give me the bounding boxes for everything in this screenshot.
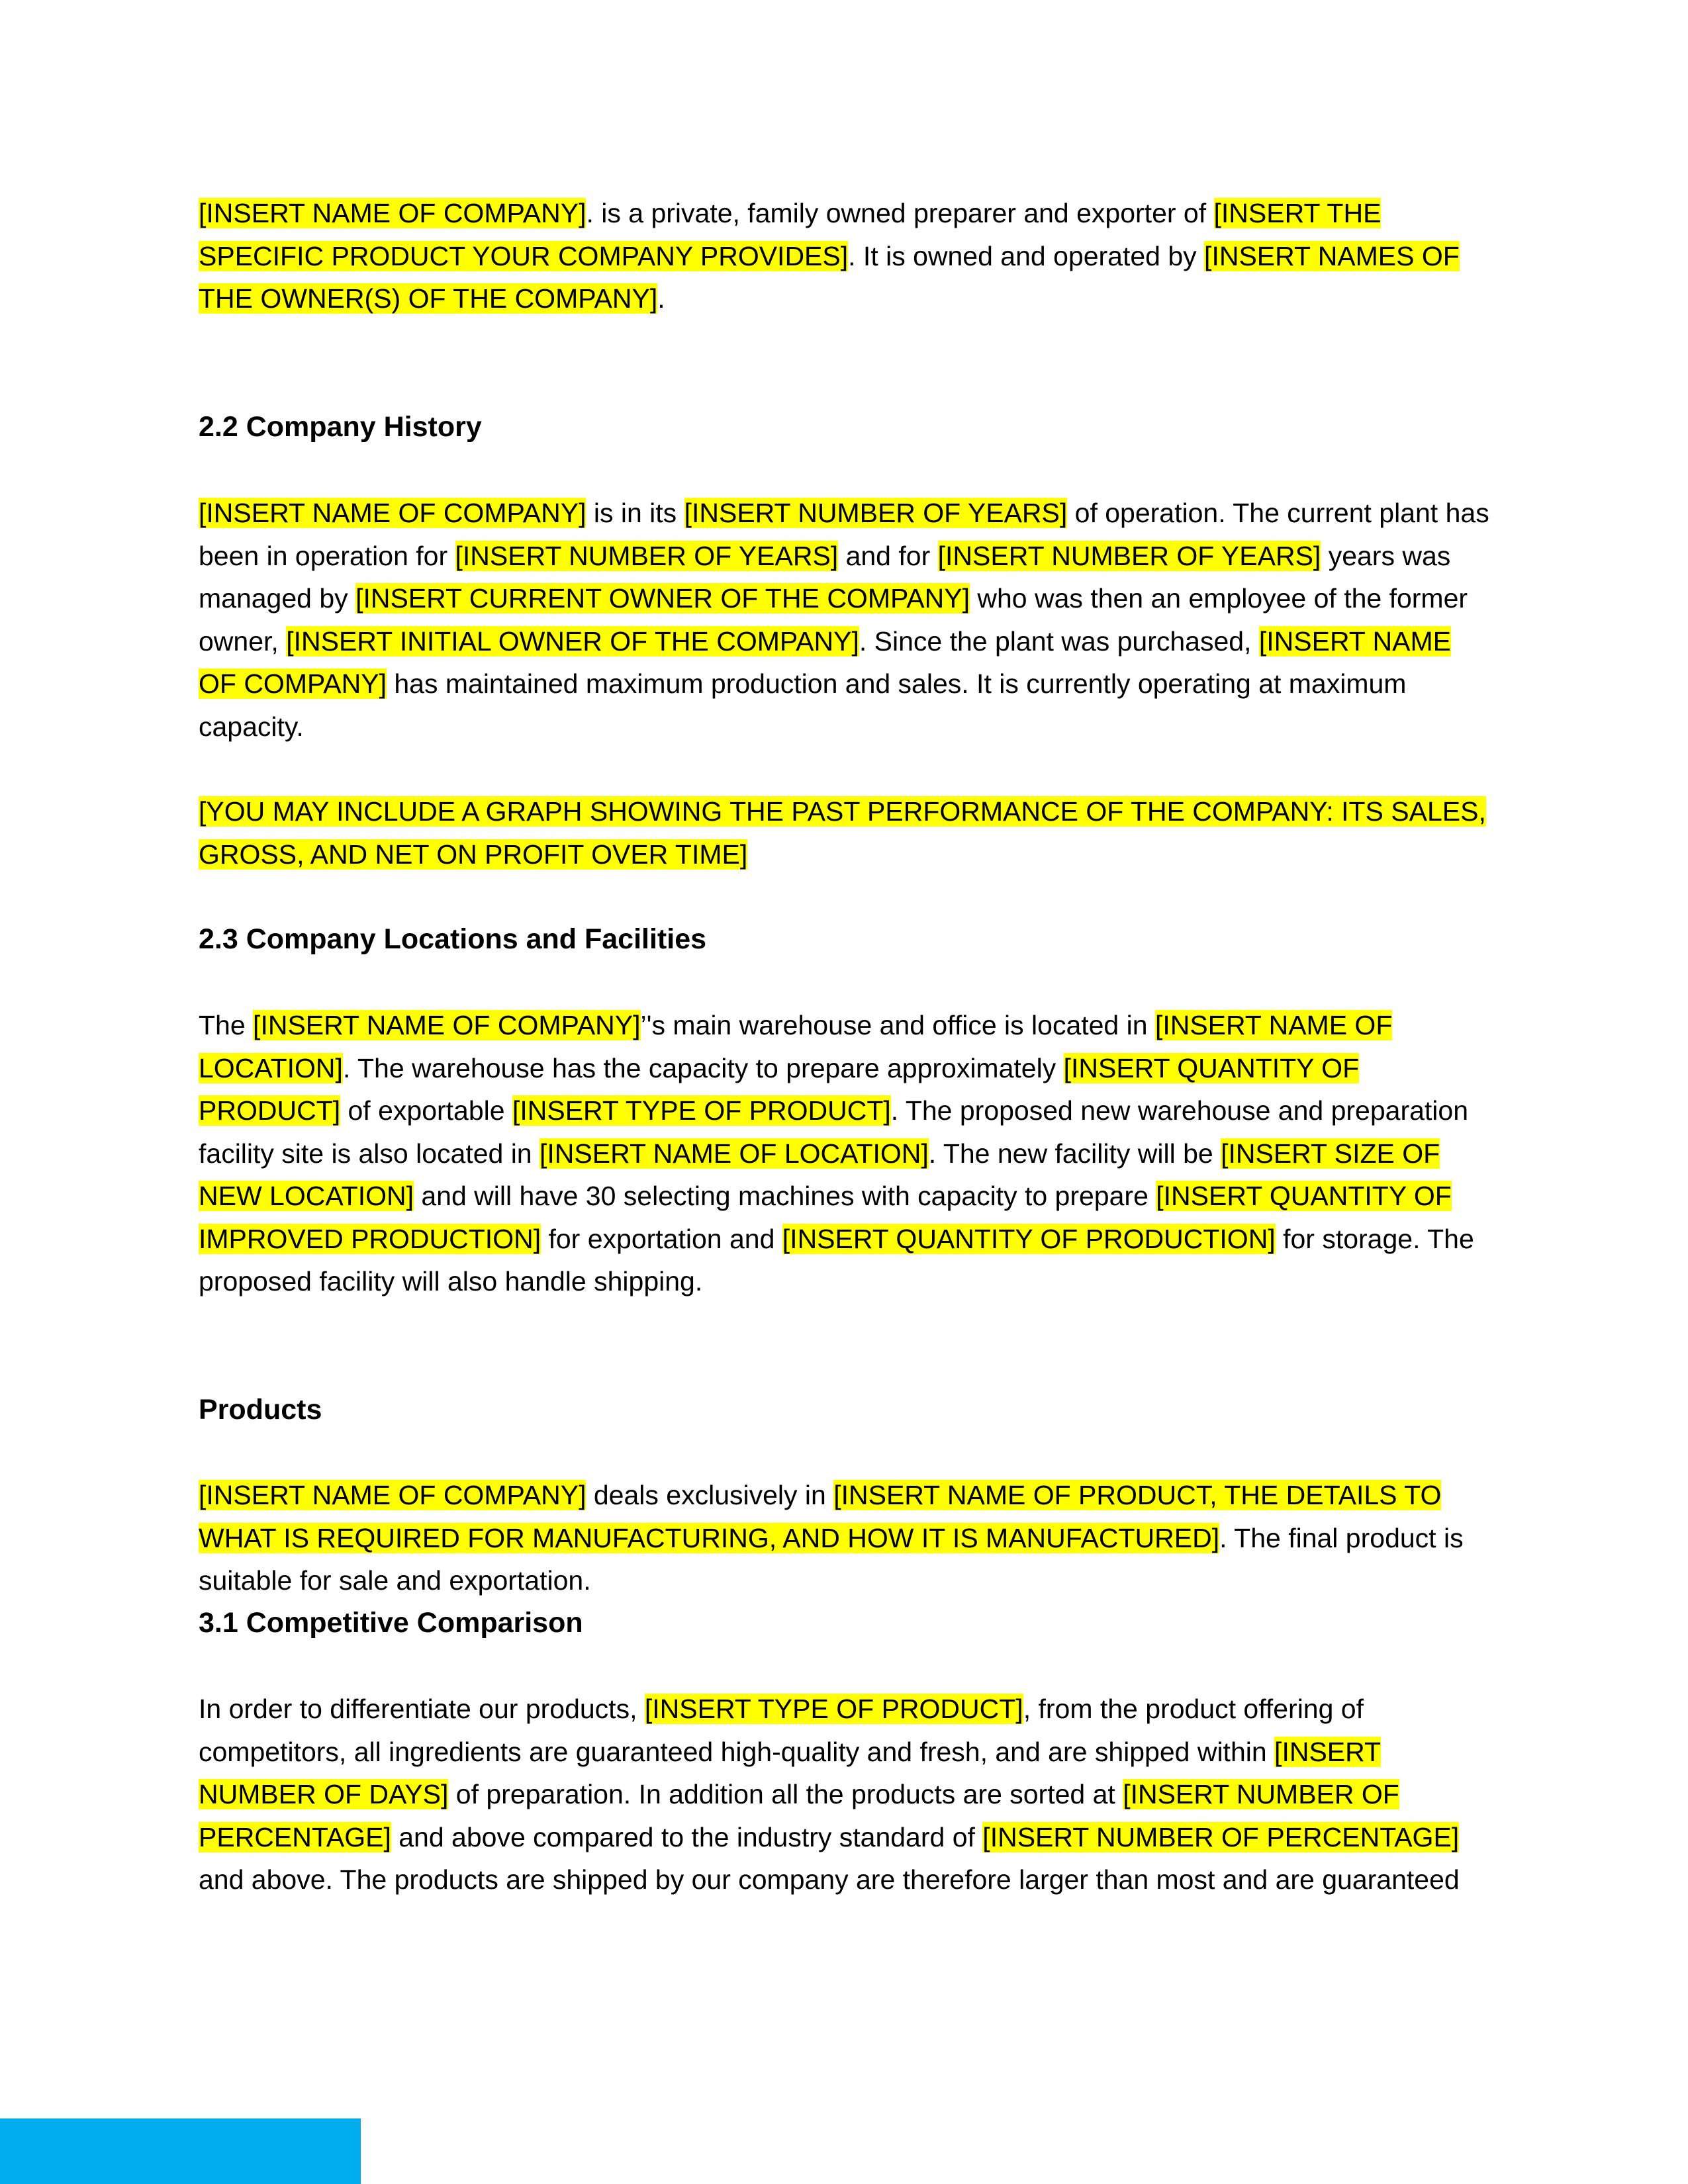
body-text: who was then an employee of the former owner, xyxy=(199,583,1468,657)
graph-note-paragraph xyxy=(199,790,1496,876)
placeholder-highlight: [INSERT SIZE OF NEW LOCATION] xyxy=(199,1138,1440,1211)
footer-accent-bar xyxy=(0,2118,361,2184)
placeholder-highlight: [INSERT NAME OF PRODUCT, THE DETAILS TO WHAT IS REQUIRED FOR MANUFACTURING, AND HOW IT IS MANUFACTURED] xyxy=(199,1480,1442,1553)
placeholder-highlight: [INSERT QUANTITY OF PRODUCT] xyxy=(199,1052,1360,1126)
placeholder-highlight: [INSERT QUANTITY OF IMPROVED PRODUCTION] xyxy=(199,1181,1452,1254)
placeholder-highlight: [INSERT NAMES OF THE OWNER(S) OF THE COMPANY] xyxy=(199,240,1460,314)
placeholder-highlight: [INSERT NUMBER OF YEARS] xyxy=(455,540,839,571)
placeholder-highlight: [INSERT NUMBER OF YEARS] xyxy=(937,540,1321,571)
body-text: The xyxy=(199,1010,254,1040)
graph-note-placeholder: [YOU MAY INCLUDE A GRAPH SHOWING THE PAST PERFORMANCE OF THE COMPANY: ITS SALES, GROSS, AND NET ON PROFIT OVER TIME] xyxy=(199,796,1486,870)
placeholder-highlight: [INSERT NAME OF COMPANY] xyxy=(253,1010,641,1040)
body-text: . It is owned and operated by xyxy=(848,240,1205,271)
competitive-paragraph xyxy=(199,1688,1496,1901)
placeholder-highlight: [INSERT TYPE OF PRODUCT] xyxy=(512,1095,891,1126)
placeholder-highlight: [INSERT NUMBER OF PERCENTAGE] xyxy=(199,1779,1399,1852)
placeholder-highlight: [INSERT NUMBER OF DAYS] xyxy=(199,1736,1382,1809)
placeholder-highlight: [INSERT NAME OF COMPANY] xyxy=(199,198,586,228)
locations-paragraph xyxy=(199,1004,1496,1303)
body-text: and will have 30 selecting machines with capacity to prepare xyxy=(413,1181,1156,1211)
placeholder-highlight: [INSERT NAME OF LOCATION] xyxy=(199,1010,1393,1083)
placeholder-highlight: [INSERT NAME OF COMPANY] xyxy=(199,498,586,528)
body-text: . The proposed new warehouse and preparation facility site is also located in xyxy=(199,1095,1469,1169)
body-text: years was managed by xyxy=(199,540,1451,614)
placeholder-highlight: [INSERT TYPE OF PRODUCT] xyxy=(644,1694,1023,1724)
body-text: and above compared to the industry standard of xyxy=(391,1821,983,1852)
placeholder-highlight: [INSERT INITIAL OWNER OF THE COMPANY] xyxy=(286,625,859,657)
intro-paragraph xyxy=(199,192,1496,320)
body-text: . The final product is suitable for sale and exportation. xyxy=(199,1522,1464,1596)
body-text: of operation. The current plant has been in operation for xyxy=(199,498,1489,571)
body-text: is in its xyxy=(586,498,684,528)
body-text: . xyxy=(657,283,665,314)
section-heading-locations: 2.3 Company Locations and Facilities xyxy=(199,923,707,955)
placeholder-highlight: [INSERT NUMBER OF YEARS] xyxy=(684,498,1068,528)
body-text: for exportation and xyxy=(541,1223,782,1254)
body-text: and above. The products are shipped by our company are therefore larger than most and are guaranteed xyxy=(199,1864,1460,1895)
placeholder-highlight: [INSERT NAME OF COMPANY] xyxy=(199,1480,586,1510)
body-text: has maintained maximum production and sales. It is currently operating at maximum capacity. xyxy=(199,668,1407,742)
section-heading-products: Products xyxy=(199,1394,322,1426)
placeholder-highlight: [INSERT NAME OF COMPANY] xyxy=(199,625,1451,699)
body-text: of exportable xyxy=(340,1095,512,1126)
body-text: deals exclusively in xyxy=(586,1480,834,1510)
body-text: In order to differentiate our products, xyxy=(199,1694,645,1724)
placeholder-highlight: [INSERT NAME OF LOCATION] xyxy=(539,1138,929,1169)
body-text: and for xyxy=(838,540,938,571)
body-text: for storage. The proposed facility will also handle shipping. xyxy=(199,1223,1474,1297)
placeholder-highlight: [INSERT QUANTITY OF PRODUCTION] xyxy=(782,1223,1276,1254)
placeholder-highlight: [INSERT NUMBER OF PERCENTAGE] xyxy=(982,1821,1460,1852)
body-text: . Since the plant was purchased, xyxy=(859,625,1259,657)
section-heading-competitive-comparison: 3.1 Competitive Comparison xyxy=(199,1607,583,1639)
placeholder-highlight: [INSERT THE SPECIFIC PRODUCT YOUR COMPANY PROVIDES] xyxy=(199,198,1382,271)
body-text: . The new facility will be xyxy=(928,1138,1221,1169)
body-text: ’'s main warehouse and office is located in xyxy=(640,1010,1155,1040)
products-paragraph xyxy=(199,1474,1496,1602)
section-heading-company-history: 2.2 Company History xyxy=(199,411,482,443)
body-text: of preparation. In addition all the products are sorted at xyxy=(448,1779,1123,1809)
company-history-paragraph xyxy=(199,492,1496,748)
placeholder-highlight: [INSERT CURRENT OWNER OF THE COMPANY] xyxy=(355,583,970,614)
body-text: , from the product offering of competitors, all ingredients are guaranteed high-quality and fresh, and are shipped within xyxy=(199,1694,1364,1767)
body-text: . The warehouse has the capacity to prepare approximately xyxy=(342,1052,1064,1083)
body-text: . is a private, family owned preparer and exporter of xyxy=(586,198,1214,228)
